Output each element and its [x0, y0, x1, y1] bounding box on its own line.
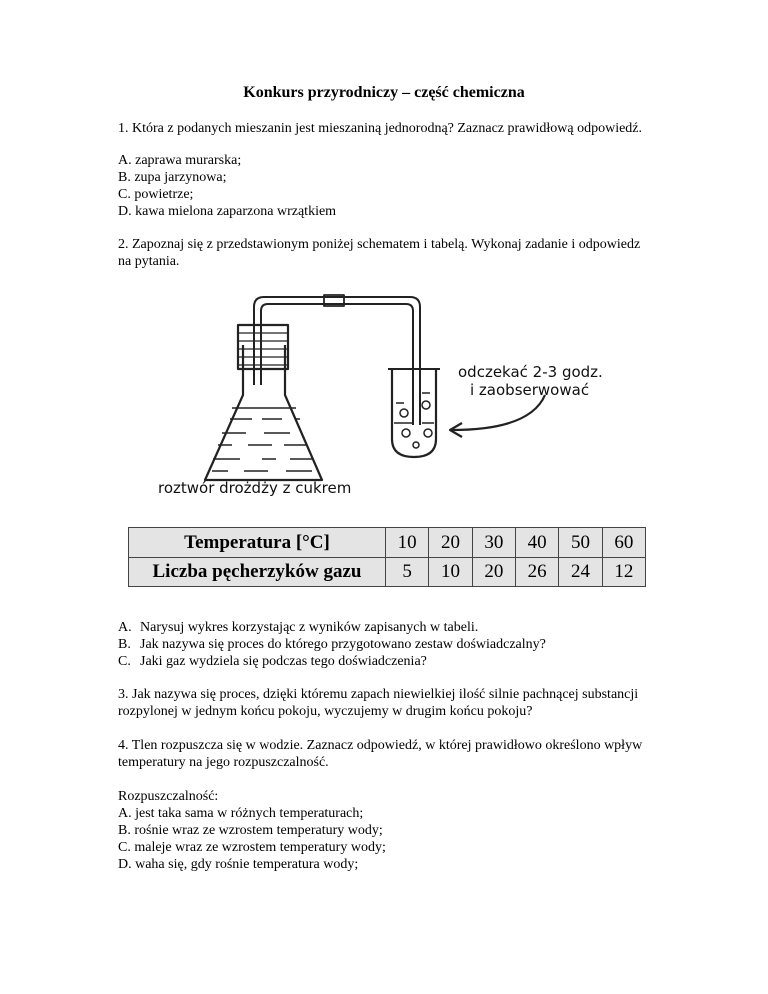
table-cell: 10	[386, 528, 429, 558]
table-cell: 26	[515, 557, 558, 587]
option-a: A. zaprawa murarska;	[118, 153, 242, 168]
table-row	[129, 528, 646, 558]
option-d: D. waha się, gdy rośnie temperatura wody;	[118, 857, 359, 872]
list-item	[118, 653, 678, 670]
question-2-text-line2: na pytania.	[118, 254, 180, 269]
list-item	[118, 636, 678, 653]
question-3	[118, 686, 678, 720]
task-letter: C.	[118, 654, 131, 669]
wait-label-line1: odczekać 2-3 godz.	[458, 363, 603, 381]
question-2	[118, 236, 678, 270]
wait-label-line2: i zaobserwować	[470, 381, 590, 399]
table-cell: 20	[429, 528, 472, 558]
option-a: A. jest taka sama w różnych temperaturach;	[118, 806, 364, 821]
option-c: C. powietrze;	[118, 187, 194, 202]
table-cell: 30	[472, 528, 515, 558]
task-text: Narysuj wykres korzystając z wyników zapisanych w tabeli.	[140, 620, 479, 635]
question-1-text: 1. Która z podanych mieszanin jest mieszaniną jednorodną? Zaznacz prawidłową odpowiedź.	[118, 121, 643, 136]
question-4-options	[118, 788, 678, 873]
question-1	[118, 120, 678, 137]
liquid-dashes	[212, 419, 312, 471]
task-letter: A.	[118, 620, 132, 635]
question-2-text-line1: 2. Zapoznaj się z przedstawionym poniżej schematem i tabelą. Wykonaj zadanie i odpowiedz	[118, 237, 641, 252]
header-bubbles: Liczba pęcherzyków gazu	[129, 557, 386, 587]
question-4-line1: 4. Tlen rozpuszcza się w wodzie. Zaznacz odpowiedź, w której prawidłowo określono wpływ	[118, 738, 643, 753]
table-cell: 12	[602, 557, 645, 587]
table-cell: 60	[602, 528, 645, 558]
apparatus-diagram	[0, 285, 768, 505]
flask-label: roztwór drożdży z cukrem	[158, 479, 352, 497]
stopper-hatch	[238, 333, 288, 365]
table-cell: 24	[559, 557, 602, 587]
table-cell: 20	[472, 557, 515, 587]
question-3-line2: rozpylonej w jednym końcu pokoju, wyczujemy w drugim końcu pokoju?	[118, 704, 533, 719]
question-2-tasks	[118, 619, 678, 670]
question-4-line2: temperatury na jego rozpuszczalność.	[118, 755, 329, 770]
task-text: Jaki gaz wydziela się podczas tego doświadczenia?	[140, 654, 427, 669]
option-b: B. rośnie wraz ze wzrostem temperatury wody;	[118, 823, 383, 838]
table-cell: 50	[559, 528, 602, 558]
question-4	[118, 737, 678, 771]
stopper	[238, 325, 288, 369]
arrow	[452, 395, 545, 430]
question-3-line1: 3. Jak nazywa się proces, dzięki któremu zapach niewielkiej ilość silnie pachnącej substancji	[118, 687, 639, 702]
question-1-options	[118, 152, 678, 220]
list-item	[118, 619, 678, 636]
page-title: Konkurs przyrodniczy – część chemiczna	[243, 84, 525, 101]
table-cell: 5	[386, 557, 429, 587]
table-cell: 40	[515, 528, 558, 558]
task-letter: B.	[118, 637, 131, 652]
task-text: Jak nazywa się proces do którego przygotowano zestaw doświadczalny?	[140, 637, 546, 652]
option-c: C. maleje wraz ze wzrostem temperatury wody;	[118, 840, 386, 855]
delivery-tube	[254, 297, 420, 425]
option-b: B. zupa jarzynowa;	[118, 170, 227, 185]
option-d: D. kawa mielona zaparzona wrzątkiem	[118, 204, 337, 219]
table-cell: 10	[429, 557, 472, 587]
data-table	[128, 527, 646, 587]
question-4-lead: Rozpuszczalność:	[118, 789, 219, 804]
header-temperature: Temperatura [°C]	[129, 528, 386, 558]
table-row	[129, 557, 646, 587]
